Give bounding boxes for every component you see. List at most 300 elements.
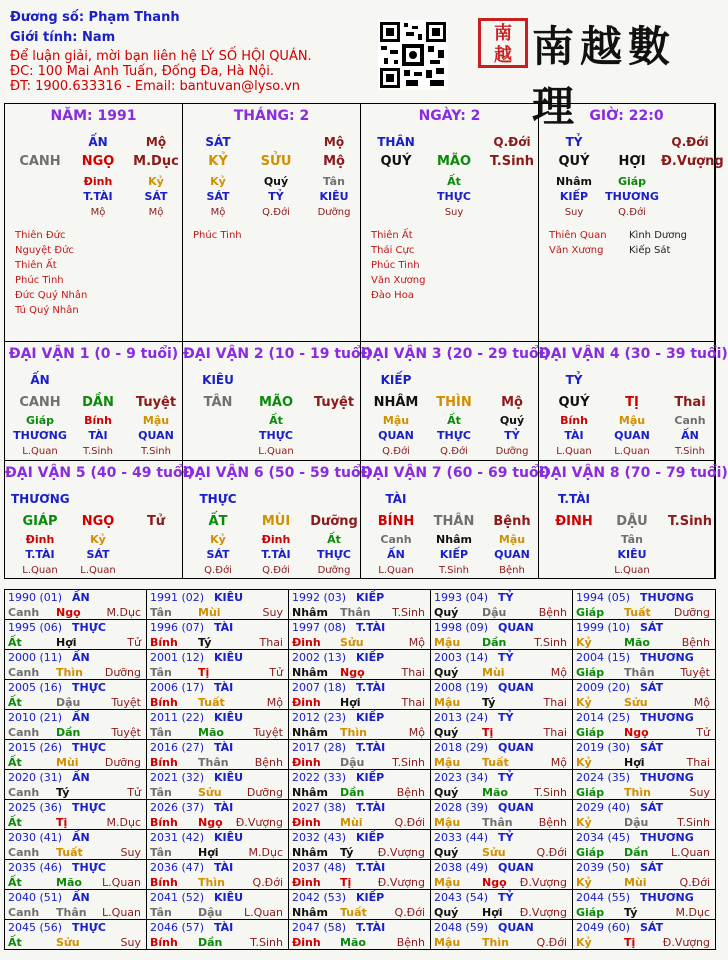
- cell-value: Suy: [444, 207, 464, 218]
- year-cell: [573, 920, 715, 950]
- year-stage: T.Sinh: [534, 636, 567, 649]
- pillar-cell: [183, 461, 372, 579]
- year-ten-god: TỶ: [498, 891, 514, 904]
- contact-address: ĐC: 100 Mai Anh Tuấn, Đống Đa, Hà Nội.: [10, 64, 274, 79]
- year-stem: Bính: [150, 696, 178, 709]
- year-stem: Nhâm: [292, 606, 328, 619]
- year-line-1: [292, 710, 427, 725]
- year-branch: Tị: [56, 816, 68, 829]
- year-label: 2035 (46): [8, 861, 63, 874]
- year-line-2: [576, 875, 712, 890]
- year-stage: L.Quan: [671, 846, 710, 859]
- year-line-1: [434, 770, 569, 785]
- year-label: 2025 (36): [8, 801, 63, 814]
- year-line-1: [150, 680, 285, 695]
- year-line-2: [292, 695, 427, 710]
- year-line-2: [434, 845, 569, 860]
- year-stage: Thai: [259, 636, 283, 649]
- year-cell: [147, 890, 289, 920]
- year-ten-god: THỰC: [72, 681, 106, 694]
- year-line-2: [292, 935, 427, 950]
- cell-value: L.Quan: [22, 565, 58, 576]
- year-branch: Ngọ: [624, 726, 649, 739]
- star-item: Kiếp Sát: [629, 245, 671, 256]
- year-cell: [289, 710, 431, 740]
- cell-value: Quý: [499, 414, 525, 427]
- year-cell: [289, 650, 431, 680]
- year-stem: Đinh: [292, 756, 321, 769]
- year-cell: [431, 890, 573, 920]
- cell-title: ĐẠI VẬN 6 (50 - 59 tuổi): [183, 465, 372, 481]
- cell-value: Ất: [447, 414, 461, 427]
- year-ten-god: KIẾP: [356, 771, 385, 784]
- cell-value: THỰC: [437, 190, 471, 203]
- cell-value: NHÂM: [373, 395, 419, 410]
- year-line-2: [8, 665, 143, 680]
- cell-value: TÂN: [203, 395, 233, 410]
- year-label: 1991 (02): [150, 591, 205, 604]
- year-label: 1999 (10): [576, 621, 631, 634]
- year-line-1: [434, 830, 569, 845]
- year-cell: [431, 620, 573, 650]
- year-stem: Đinh: [292, 696, 321, 709]
- year-cell: [5, 650, 147, 680]
- year-line-2: [434, 755, 569, 770]
- year-cell: [147, 620, 289, 650]
- year-branch: Tý: [340, 846, 354, 859]
- cell-value: KỶ: [208, 154, 228, 169]
- year-cell: [573, 680, 715, 710]
- year-stage: Q.Đới: [394, 906, 425, 919]
- year-line-1: [434, 590, 569, 605]
- year-stem: Canh: [8, 666, 40, 679]
- year-stage: Mộ: [408, 636, 425, 649]
- cell-value: THỰC: [437, 429, 471, 442]
- cell-value: QUAN: [614, 429, 650, 442]
- year-label: 1993 (04): [434, 591, 489, 604]
- year-ten-god: THƯƠNG: [640, 891, 694, 904]
- year-ten-god: SÁT: [640, 621, 664, 634]
- year-branch: Thân: [340, 606, 371, 619]
- year-line-2: [8, 845, 143, 860]
- cell-value: T.Sinh: [667, 514, 713, 529]
- cell-value: Giáp: [617, 175, 647, 188]
- cell-value: QUAN: [138, 429, 174, 442]
- cell-value: BÍNH: [377, 514, 415, 529]
- year-stem: Tân: [150, 726, 172, 739]
- year-branch: Thìn: [56, 666, 83, 679]
- year-stem: Giáp: [576, 786, 605, 799]
- year-label: 2041 (52): [150, 891, 205, 904]
- year-stage: Thai: [543, 726, 567, 739]
- star-list: [193, 228, 242, 243]
- year-label: 2049 (60): [576, 921, 631, 934]
- year-line-1: [8, 830, 143, 845]
- year-line-1: [576, 830, 712, 845]
- year-stem: Bính: [150, 876, 178, 889]
- year-cell: [5, 710, 147, 740]
- cell-value: TỶ: [565, 135, 583, 149]
- owner-name: Đương số: Phạm Thanh: [10, 10, 180, 25]
- star-item: Văn Xương: [371, 275, 426, 286]
- year-stage: Tuyệt: [111, 696, 141, 709]
- year-label: 2004 (15): [576, 651, 631, 664]
- year-branch: Ngọ: [482, 876, 507, 889]
- year-ten-god: ẤN: [72, 591, 90, 604]
- year-label: 2007 (18): [292, 681, 347, 694]
- cell-value: Kỷ: [210, 175, 226, 188]
- year-stage: Suy: [120, 936, 141, 949]
- cell-value: MÃO: [436, 154, 472, 169]
- year-line-1: [8, 920, 143, 935]
- year-line-2: [576, 845, 712, 860]
- cell-value: T.TÀI: [261, 548, 291, 561]
- cell-value: GIÁP: [22, 514, 58, 529]
- year-ten-god: SÁT: [640, 921, 664, 934]
- year-branch: Sửu: [198, 786, 222, 799]
- cell-value: TÀI: [385, 492, 407, 506]
- year-stem: Bính: [150, 816, 178, 829]
- year-cell: [573, 620, 715, 650]
- year-ten-god: THƯƠNG: [640, 591, 694, 604]
- pillar-cell: [361, 342, 550, 461]
- year-line-2: [150, 935, 285, 950]
- year-ten-god: THƯƠNG: [640, 771, 694, 784]
- year-line-1: [292, 830, 427, 845]
- cell-value: Mộ: [323, 135, 345, 149]
- cell-value: Canh: [380, 533, 412, 546]
- year-stage: T.Sinh: [534, 786, 567, 799]
- cell-value: KIẾP: [559, 190, 589, 203]
- year-label: 1992 (03): [292, 591, 347, 604]
- year-branch: Mùi: [482, 666, 505, 679]
- year-label: 2042 (53): [292, 891, 347, 904]
- year-ten-god: QUAN: [498, 621, 534, 634]
- star-item: Đức Quý Nhân: [15, 290, 88, 301]
- year-ten-god: TÀI: [214, 861, 234, 874]
- year-ten-god: T.TÀI: [356, 741, 386, 754]
- year-ten-god: THƯƠNG: [640, 651, 694, 664]
- cell-title: ĐẠI VẬN 1 (0 - 9 tuổi): [8, 346, 179, 362]
- year-line-2: [292, 605, 427, 620]
- year-line-1: [576, 620, 712, 635]
- year-ten-god: TỶ: [498, 711, 514, 724]
- year-label: 2014 (25): [576, 711, 631, 724]
- year-ten-god: T.TÀI: [356, 921, 386, 934]
- pillar-cell: [539, 104, 724, 342]
- year-cell: [573, 800, 715, 830]
- cell-value: TÀI: [564, 429, 584, 442]
- star-item: Thiên Quan: [549, 230, 607, 241]
- cell-value: Mộ: [210, 207, 226, 218]
- year-ten-god: T.TÀI: [356, 861, 386, 874]
- year-ten-god: THƯƠNG: [640, 711, 694, 724]
- cell-value: Q.Đới: [262, 207, 290, 218]
- pillar-cell: [5, 461, 194, 579]
- year-branch: Mão: [482, 786, 508, 799]
- year-branch: Thân: [624, 666, 655, 679]
- cell-value: TÀI: [88, 429, 108, 442]
- year-label: 2017 (28): [292, 741, 347, 754]
- cell-title: ĐẠI VẬN 7 (60 - 69 tuổi): [361, 465, 550, 481]
- year-cell: [573, 830, 715, 860]
- year-ten-god: THỰC: [72, 801, 106, 814]
- year-stage: Thai: [401, 666, 425, 679]
- year-cell: [431, 860, 573, 890]
- year-cell: [289, 890, 431, 920]
- cell-value: ĐINH: [555, 514, 593, 529]
- year-line-2: [292, 815, 427, 830]
- year-cell: [5, 890, 147, 920]
- year-stem: Kỷ: [576, 816, 592, 829]
- year-branch: Sửu: [624, 696, 648, 709]
- year-label: 1994 (05): [576, 591, 631, 604]
- year-stem: Tân: [150, 906, 172, 919]
- cell-title: ĐẠI VẬN 5 (40 - 49 tuổi): [5, 465, 194, 481]
- year-line-1: [434, 680, 569, 695]
- cell-value: Dưỡng: [317, 565, 351, 576]
- year-line-2: [434, 665, 569, 680]
- year-label: 2033 (44): [434, 831, 489, 844]
- pillar-cell: [183, 104, 361, 342]
- year-line-2: [8, 605, 143, 620]
- year-stage: Tử: [127, 786, 141, 799]
- pillar-cell: [539, 461, 728, 579]
- year-branch: Sửu: [482, 846, 506, 859]
- year-stem: Ất: [8, 696, 22, 709]
- year-stage: L.Quan: [244, 906, 283, 919]
- year-stem: Quý: [434, 846, 459, 859]
- year-label: 2001 (12): [150, 651, 205, 664]
- year-branch: Dần: [198, 936, 223, 949]
- cell-value: SÁT: [206, 190, 230, 203]
- cell-value: MÙI: [261, 514, 291, 529]
- star-item: Phúc Tinh: [15, 275, 64, 286]
- year-stem: Nhâm: [292, 786, 328, 799]
- cell-value: L.Quan: [614, 446, 650, 457]
- cell-value: Bệnh: [499, 565, 525, 576]
- year-line-2: [292, 725, 427, 740]
- year-line-1: [8, 800, 143, 815]
- cell-value: Dưỡng: [317, 207, 351, 218]
- year-stem: Tân: [150, 846, 172, 859]
- year-cell: [147, 590, 289, 620]
- year-branch: Mão: [624, 636, 650, 649]
- year-line-2: [150, 635, 285, 650]
- year-cell: [431, 590, 573, 620]
- year-cell: [431, 830, 573, 860]
- cell-value: Q.Đới: [671, 135, 709, 149]
- cell-value: Mộ: [145, 135, 167, 149]
- year-branch: Mão: [56, 876, 82, 889]
- year-label: 1995 (06): [8, 621, 63, 634]
- cell-value: Mộ: [501, 395, 523, 410]
- year-branch: Tị: [198, 666, 210, 679]
- year-ten-god: KIẾP: [356, 831, 385, 844]
- year-branch: Hợi: [624, 756, 645, 769]
- year-line-2: [8, 875, 143, 890]
- cell-value: T.Sinh: [439, 565, 469, 576]
- cell-value: Q.Đới: [382, 446, 410, 457]
- year-stem: Canh: [8, 786, 40, 799]
- cell-value: Q.Đới: [262, 565, 290, 576]
- cell-value: SÁT: [205, 135, 231, 149]
- year-ten-god: THỰC: [72, 921, 106, 934]
- contact-intro: Để luận giải, mời bạn liên hệ LÝ SỐ HỘI QUÁN.: [10, 49, 312, 64]
- year-line-2: [150, 755, 285, 770]
- cell-value: Q.Đới: [618, 207, 646, 218]
- year-stem: Ất: [8, 756, 22, 769]
- cell-title: NGÀY: 2: [418, 108, 481, 124]
- year-label: 2018 (29): [434, 741, 489, 754]
- cell-value: Nhâm: [436, 533, 472, 546]
- year-line-1: [576, 680, 712, 695]
- cell-value: ẤN: [387, 548, 405, 561]
- year-line-1: [150, 740, 285, 755]
- year-ten-god: THỰC: [72, 621, 106, 634]
- year-branch: Sửu: [340, 636, 364, 649]
- year-ten-god: SÁT: [640, 861, 664, 874]
- year-line-1: [8, 770, 143, 785]
- year-ten-god: KIÊU: [214, 831, 244, 844]
- year-stage: T.Sinh: [392, 756, 425, 769]
- year-ten-god: THỰC: [72, 861, 106, 874]
- year-label: 2048 (59): [434, 921, 489, 934]
- cell-value: TỊ: [625, 395, 639, 410]
- star-item: Thiên Đức: [15, 230, 66, 241]
- star-item: Nguyệt Đức: [15, 245, 74, 256]
- year-line-2: [8, 815, 143, 830]
- year-line-2: [8, 905, 143, 920]
- year-cell: [573, 890, 715, 920]
- year-line-1: [8, 710, 143, 725]
- year-branch: Thìn: [340, 726, 367, 739]
- year-stem: Bính: [150, 636, 178, 649]
- year-line-1: [576, 710, 712, 725]
- year-cell: [5, 830, 147, 860]
- year-stage: Q.Đới: [394, 816, 425, 829]
- year-label: 2021 (32): [150, 771, 205, 784]
- cell-value: TỶ: [565, 373, 583, 387]
- year-cell: [431, 800, 573, 830]
- year-cell: [147, 740, 289, 770]
- year-ten-god: KIẾP: [356, 711, 385, 724]
- year-line-1: [292, 620, 427, 635]
- year-label: 2015 (26): [8, 741, 63, 754]
- cell-value: QUÝ: [558, 395, 590, 410]
- year-ten-god: KIÊU: [214, 711, 244, 724]
- year-stem: Kỷ: [576, 936, 592, 949]
- year-label: 2019 (30): [576, 741, 631, 754]
- year-ten-god: QUAN: [498, 801, 534, 814]
- cell-value: L.Quan: [556, 446, 592, 457]
- year-stem: Mậu: [434, 936, 461, 949]
- year-cell: [289, 740, 431, 770]
- cell-value: QUÝ: [380, 154, 412, 169]
- year-cell: [289, 620, 431, 650]
- year-label: 1996 (07): [150, 621, 205, 634]
- cell-value: THƯƠNG: [11, 492, 70, 506]
- year-label: 1997 (08): [292, 621, 347, 634]
- cell-value: ẤN: [681, 429, 699, 442]
- year-stage: Mộ: [550, 666, 567, 679]
- year-line-1: [434, 800, 569, 815]
- year-stage: Dưỡng: [246, 786, 283, 799]
- year-branch: Thìn: [624, 786, 651, 799]
- year-stem: Đinh: [292, 876, 321, 889]
- year-line-1: [8, 680, 143, 695]
- year-stem: Quý: [434, 666, 459, 679]
- year-branch: Dậu: [198, 906, 223, 919]
- year-stem: Mậu: [434, 636, 461, 649]
- year-stage: M.Dục: [675, 906, 710, 919]
- year-stage: Tuyệt: [253, 726, 283, 739]
- cell-value: MÃO: [258, 395, 294, 410]
- year-ten-god: THƯƠNG: [640, 831, 694, 844]
- year-line-2: [434, 785, 569, 800]
- year-cell: [431, 680, 573, 710]
- year-label: 2028 (39): [434, 801, 489, 814]
- cell-value: Nhâm: [556, 175, 592, 188]
- cell-value: Tân: [621, 533, 643, 546]
- star-item: Phúc Tinh: [371, 260, 420, 271]
- year-line-2: [150, 605, 285, 620]
- year-stage: Tử: [127, 636, 141, 649]
- annual-luck-table: [4, 589, 716, 950]
- year-stem: Ất: [8, 816, 22, 829]
- year-stem: Đinh: [292, 636, 321, 649]
- pillar-cell: [361, 104, 539, 342]
- cell-value: Bính: [560, 414, 588, 427]
- year-label: 2039 (50): [576, 861, 631, 874]
- year-ten-god: QUAN: [498, 861, 534, 874]
- cell-value: Tân: [323, 175, 345, 188]
- cell-value: Kỷ: [210, 533, 226, 546]
- year-stage: M.Dục: [106, 816, 141, 829]
- year-stage: L.Quan: [102, 876, 141, 889]
- year-cell: [147, 920, 289, 950]
- year-label: 2037 (48): [292, 861, 347, 874]
- year-label: 2013 (24): [434, 711, 489, 724]
- cell-value: Giáp: [25, 414, 55, 427]
- year-line-2: [434, 815, 569, 830]
- cell-value: Mậu: [498, 533, 526, 546]
- year-line-2: [150, 725, 285, 740]
- cell-title: ĐẠI VẬN 3 (20 - 29 tuổi): [361, 346, 550, 362]
- year-cell: [5, 740, 147, 770]
- year-stem: Bính: [150, 756, 178, 769]
- cell-value: Đ.Vượng: [661, 154, 724, 169]
- cell-title: ĐẠI VẬN 4 (30 - 39 tuổi): [539, 346, 728, 362]
- year-label: 2043 (54): [434, 891, 489, 904]
- year-label: 2000 (11): [8, 651, 63, 664]
- year-branch: Tị: [624, 936, 636, 949]
- year-stem: Kỷ: [576, 876, 592, 889]
- year-label: 2010 (21): [8, 711, 63, 724]
- year-stem: Kỷ: [576, 696, 592, 709]
- cell-value: QUÝ: [558, 154, 590, 169]
- cell-value: CANH: [19, 154, 61, 169]
- year-line-1: [434, 920, 569, 935]
- year-line-2: [8, 635, 143, 650]
- year-line-2: [576, 905, 712, 920]
- cell-value: L.Quan: [80, 565, 116, 576]
- cell-value: QUAN: [494, 548, 530, 561]
- year-branch: Ngọ: [198, 816, 223, 829]
- year-line-1: [150, 620, 285, 635]
- year-line-1: [576, 890, 712, 905]
- year-ten-god: TÀI: [214, 681, 234, 694]
